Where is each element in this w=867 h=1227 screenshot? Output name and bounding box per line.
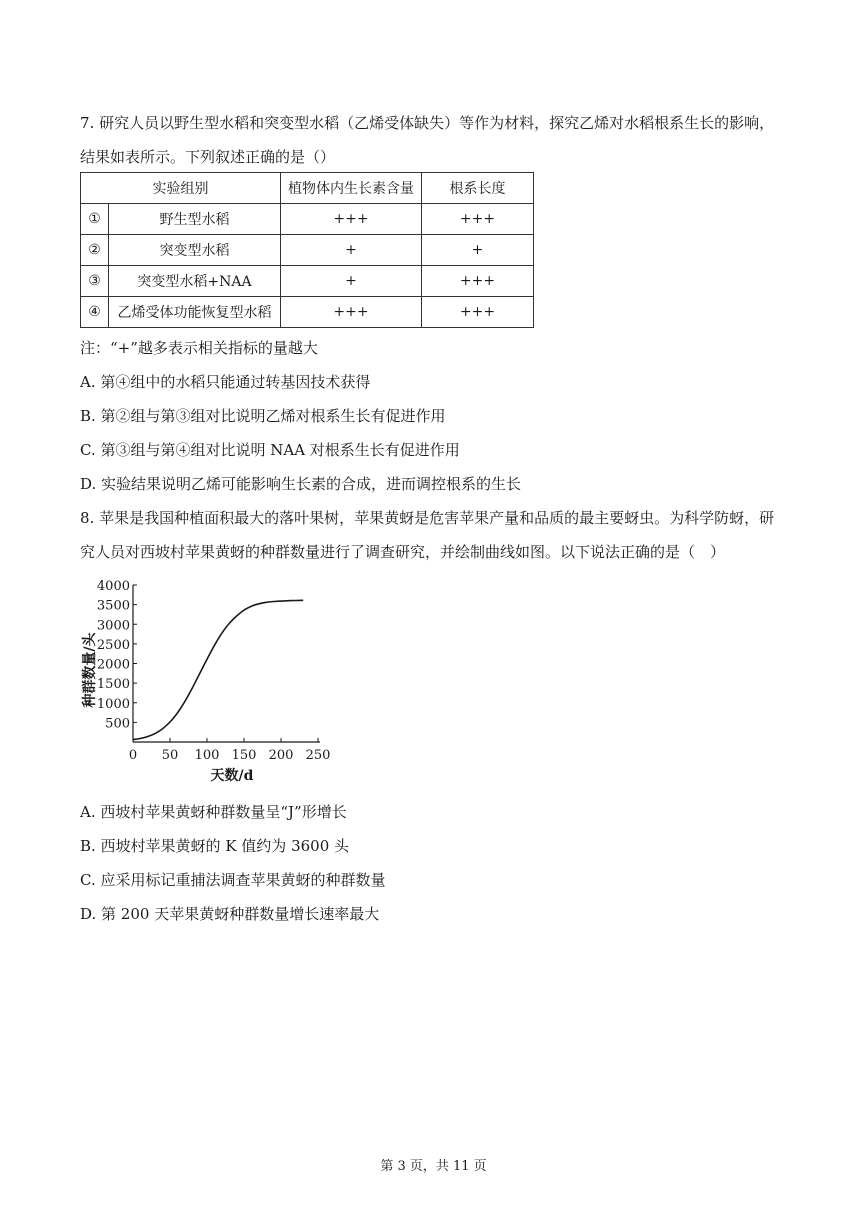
q7-option-a: A. 第④组中的水稻只能通过转基因技术获得: [80, 373, 371, 391]
q7-option-b: B. 第②组与第③组对比说明乙烯对根系生长有促进作用: [80, 407, 446, 425]
table-row: [81, 235, 534, 266]
q7-option-d: D. 实验结果说明乙烯可能影响生长素的合成，进而调控根系的生长: [80, 475, 522, 493]
row-group: 突变型水稻+NAA: [109, 266, 281, 297]
x-tick-label: 200: [268, 748, 294, 763]
row-auxin: +: [281, 235, 422, 266]
row-root: +++: [422, 266, 534, 297]
row-root: +: [422, 235, 534, 266]
row-auxin: +: [281, 266, 422, 297]
table-header-root: 根系长度: [422, 173, 534, 204]
q8-option-a: A. 西坡村苹果黄蚜种群数量呈“J”形增长: [80, 803, 347, 821]
x-tick-label: 250: [305, 748, 331, 763]
table-header-row: [81, 173, 534, 204]
table-row: [81, 266, 534, 297]
table-row: [81, 297, 534, 328]
row-auxin: +++: [281, 297, 422, 328]
y-tick-label: 2000: [96, 657, 130, 673]
q8-stem-line1: 8. 苹果是我国种植面积最大的落叶果树，苹果黄蚜是危害苹果产量和品质的最主要蚜虫。为科学防蚜，研: [80, 509, 775, 527]
row-auxin: +++: [281, 204, 422, 235]
population-chart: [70, 575, 340, 790]
y-tick-label: 3000: [96, 618, 130, 634]
row-number: ③: [81, 266, 109, 297]
q8-stem-line2: 究人员对西坡村苹果黄蚜的种群数量进行了调查研究，并绘制曲线如图。以下说法正确的是（ ）: [80, 543, 726, 561]
x-tick-label: 50: [161, 748, 179, 763]
table-header-auxin: 植物体内生长素含量: [281, 173, 422, 204]
row-root: +++: [422, 297, 534, 328]
population-curve: [133, 600, 303, 739]
x-axis-label: 天数/d: [210, 768, 254, 784]
q8-option-b: B. 西坡村苹果黄蚜的 K 值约为 3600 头: [80, 837, 350, 855]
row-root: +++: [422, 204, 534, 235]
table-header-group: 实验组别: [81, 173, 281, 204]
y-tick-label: 3500: [96, 598, 130, 614]
row-number: ①: [81, 204, 109, 235]
y-axis-label: 种群数量/头: [82, 632, 98, 708]
x-tick-label: 100: [194, 748, 220, 763]
y-tick-label: 1000: [96, 696, 130, 712]
q7-stem-line2: 结果如表所示。下列叙述正确的是（）: [80, 148, 336, 166]
x-tick-label: 0: [128, 748, 138, 763]
page-footer: 第 3 页，共 11 页: [380, 1159, 487, 1174]
y-tick-label: 4000: [96, 579, 130, 594]
q7-option-c: C. 第③组与第④组对比说明 NAA 对根系生长有促进作用: [80, 441, 460, 459]
row-group: 突变型水稻: [109, 235, 281, 266]
q8-option-d: D. 第 200 天苹果黄蚜种群数量增长速率最大: [80, 905, 380, 923]
row-group: 野生型水稻: [109, 204, 281, 235]
q7-stem-line1: 7. 研究人员以野生型水稻和突变型水稻（乙烯受体缺失）等作为材料，探究乙烯对水稻根系生长的影响，: [80, 114, 775, 132]
experiment-table: [80, 172, 534, 328]
y-tick-label: 500: [105, 716, 130, 732]
x-tick-label: 150: [231, 748, 257, 763]
table-note: 注：“+”越多表示相关指标的量越大: [80, 339, 318, 357]
q8-option-c: C. 应采用标记重捕法调查苹果黄蚜的种群数量: [80, 871, 386, 889]
row-group: 乙烯受体功能恢复型水稻: [109, 297, 281, 328]
y-tick-label: 2500: [96, 637, 130, 653]
row-number: ④: [81, 297, 109, 328]
table-row: [81, 204, 534, 235]
row-number: ②: [81, 235, 109, 266]
y-tick-label: 1500: [96, 677, 130, 693]
